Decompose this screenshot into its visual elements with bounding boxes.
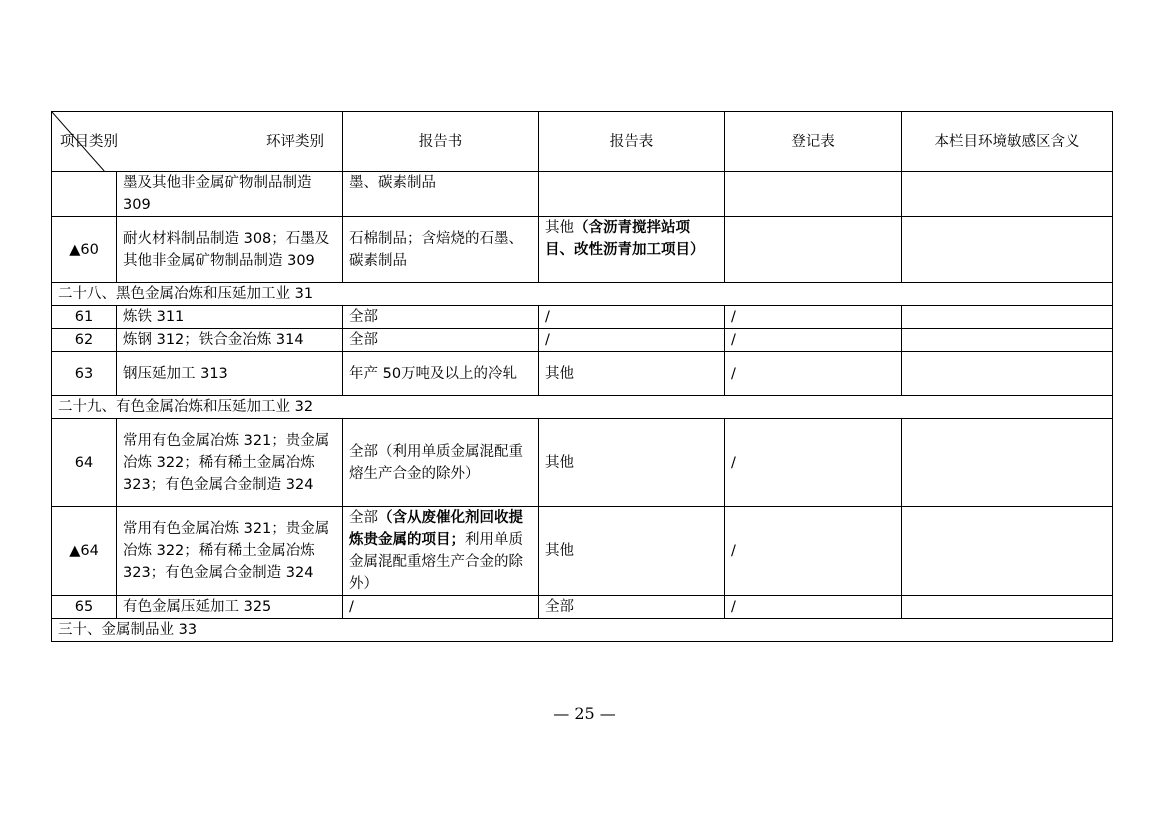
report-book-cell: 全部 [343,306,539,329]
table-row [52,306,1113,329]
table-row [52,352,1113,396]
item-number: 63 [52,352,117,396]
item-number: 61 [52,306,117,329]
table-row [52,172,1113,217]
report-book-cell: 全部（利用单质金属混配重熔生产合金的除外） [343,419,539,507]
report-form-cell: / [539,306,725,329]
table-row [52,507,1113,596]
report-book-text-2: 利用单质金属混配重熔生产合金的除外） [349,532,523,592]
row-category-label: 项目类别 [60,134,118,150]
item-number: 64 [52,419,117,507]
section-title: 二十九、有色金属冶炼和压延加工业 32 [52,396,1113,419]
item-number: ▲64 [52,507,117,596]
column-category-label: 环评类别 [266,134,324,150]
report-form-cell: / [539,329,725,352]
report-form-cell: 其他 [539,419,725,507]
col-header-registration-form: 登记表 [725,112,902,172]
report-book-cell: 墨、碳素制品 [343,172,539,217]
report-book-cell: 全部 [343,329,539,352]
table-row [52,217,1113,283]
report-book-cell: 年产 50万吨及以上的冷轧 [343,352,539,396]
item-number: 65 [52,596,117,619]
col-header-report-form: 报告表 [539,112,725,172]
report-form-text: 其他 [545,220,574,236]
registration-cell: / [725,352,902,396]
sensitive-zone-cell [902,596,1113,619]
sensitive-zone-cell [902,329,1113,352]
table-row [52,329,1113,352]
sensitive-zone-cell [902,352,1113,396]
classification-table [51,111,1113,642]
registration-cell: / [725,329,902,352]
page-number: — 25 — [553,704,616,723]
diagonal-header-cell [52,112,343,172]
section-title: 二十八、黑色金属冶炼和压延加工业 31 [52,283,1113,306]
col-header-sensitive-zone: 本栏目环境敏感区含义 [902,112,1113,172]
item-name: 常用有色金属冶炼 321；贵金属冶炼 322；稀有稀土金属冶炼 323；有色金属合金制造 324 [117,507,343,596]
report-form-cell [539,217,725,283]
section-row [52,283,1113,306]
item-number [52,172,117,217]
report-book-cell [343,507,539,596]
sensitive-zone-cell [902,306,1113,329]
registration-cell: / [725,306,902,329]
section-row [52,619,1113,642]
section-row [52,396,1113,419]
item-name: 炼钢 312；铁合金冶炼 314 [117,329,343,352]
col-header-report-book: 报告书 [343,112,539,172]
table-row [52,419,1113,507]
report-book-cell: 石棉制品；含焙烧的石墨、碳素制品 [343,217,539,283]
item-name: 耐火材料制品制造 308；石墨及其他非金属矿物制品制造 309 [117,217,343,283]
item-name: 有色金属压延加工 325 [117,596,343,619]
sensitive-zone-cell [902,217,1113,283]
registration-cell: / [725,507,902,596]
table-header-row [52,112,1113,172]
report-form-cell [539,172,725,217]
sensitive-zone-cell [902,419,1113,507]
report-book-cell: / [343,596,539,619]
item-name: 常用有色金属冶炼 321；贵金属冶炼 322；稀有稀土金属冶炼 323；有色金属合金制造 324 [117,419,343,507]
report-form-cell: 其他 [539,507,725,596]
report-form-cell: 其他 [539,352,725,396]
item-number: ▲60 [52,217,117,283]
registration-cell: / [725,419,902,507]
report-book-bold-text: （含从废催化剂回收提炼贵金属的项目； [349,510,523,548]
sensitive-zone-cell [902,507,1113,596]
item-name: 墨及其他非金属矿物制品制造 309 [117,172,343,217]
sensitive-zone-cell [902,172,1113,217]
registration-cell: / [725,596,902,619]
registration-cell [725,172,902,217]
item-number: 62 [52,329,117,352]
report-form-cell: 全部 [539,596,725,619]
section-title: 三十、金属制品业 33 [52,619,1113,642]
report-book-text: 全部 [349,510,378,526]
table-row [52,596,1113,619]
registration-cell [725,217,902,283]
item-name: 钢压延加工 313 [117,352,343,396]
item-name: 炼铁 311 [117,306,343,329]
report-form-bold-text: （含沥青搅拌站项目、改性沥青加工项目） [545,220,705,258]
